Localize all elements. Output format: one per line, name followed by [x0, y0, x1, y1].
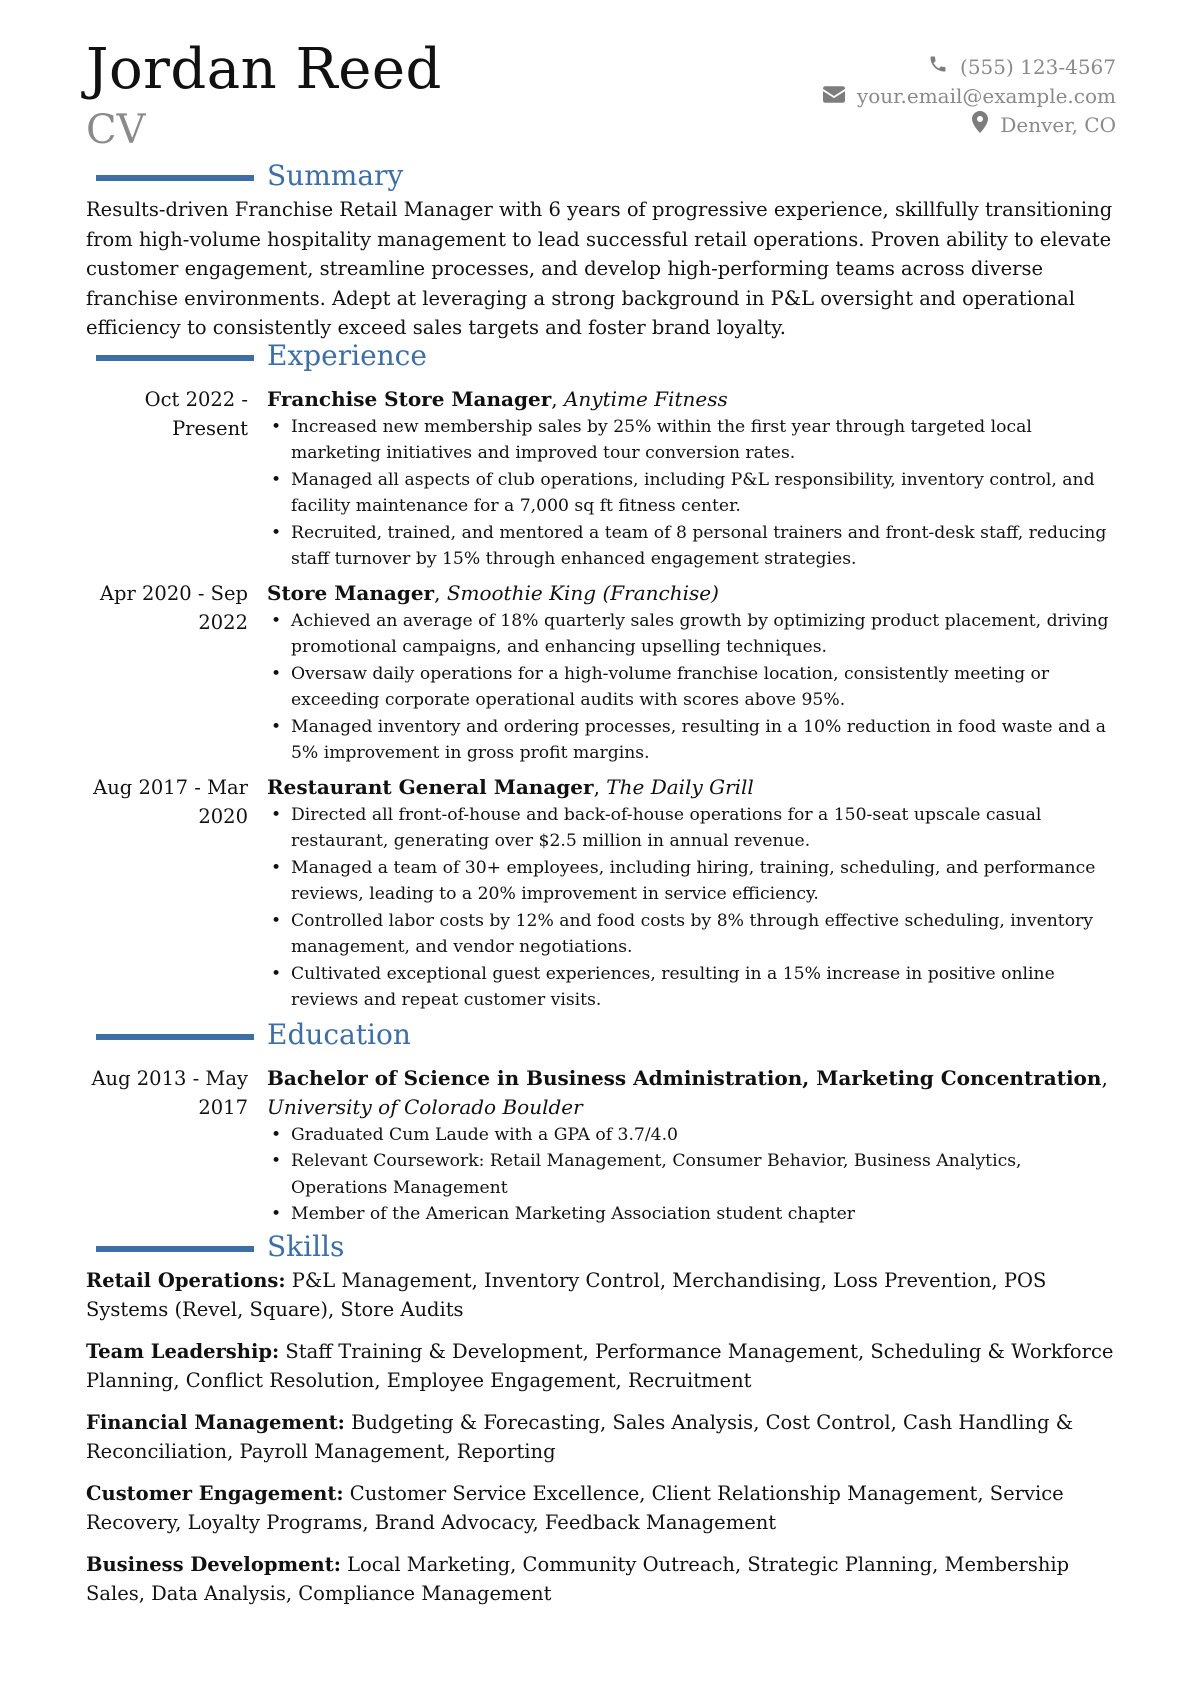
bullet-item: • Relevant Coursework: Retail Management, Consumer Behavior, Business Analytics, Operations Management: [291, 1148, 1116, 1201]
section-accent-bar: [96, 355, 254, 361]
education-entry: [86, 1064, 1116, 1228]
school: University of Colorado Boulder: [267, 1094, 583, 1119]
skill-items: P&L Management, Inventory Control, Merchandising, Loss Prevention, POS Systems (Revel, Square), Store Audits: [86, 1268, 1047, 1321]
section-accent-bar: [96, 1246, 254, 1252]
section-heading: [86, 1229, 1116, 1266]
job-title: Franchise Store Manager: [267, 386, 552, 411]
skill-items: Local Marketing, Community Outreach, Strategic Planning, Membership Sales, Data Analysis, Compliance Management: [86, 1552, 1070, 1605]
bullet-item: • Recruited, trained, and mentored a team of 8 personal trainers and front-desk staff, reducing staff turnover by 15% through enhanced engagement strategies.: [291, 520, 1116, 573]
skill-items: Staff Training & Development, Performance Management, Scheduling & Workforce Planning, Conflict Resolution, Employee Engagement, Recruitment: [86, 1339, 1114, 1392]
bullet-item: • Increased new membership sales by 25% within the first year through targeted local marketing initiatives and improved tour conversion rates.: [291, 414, 1116, 467]
cv-page: [86, 0, 1116, 1621]
section-title-summary: Summary: [267, 159, 404, 192]
bullet-item: • Directed all front-of-house and back-of-house operations for a 150-seat upscale casual restaurant, generating over $2.5 million in annual revenue.: [291, 802, 1116, 855]
cv-header: [86, 0, 1116, 165]
bullet-item: • Achieved an average of 18% quarterly sales growth by optimizing product placement, driving promotional campaigns, and enhancing upselling techniques.: [291, 608, 1116, 661]
skill-group: [86, 1550, 1116, 1609]
experience-entry: [86, 579, 1116, 767]
envelope-icon: [823, 84, 857, 108]
bullet-item: • Cultivated exceptional guest experiences, resulting in a 15% increase in positive online reviews and repeat customer visits.: [291, 961, 1116, 1014]
entry-heading: Restaurant General Manager, The Daily Grill: [267, 774, 754, 799]
skill-label: Customer Engagement:: [86, 1481, 344, 1505]
entry-heading: Store Manager, Smoothie King (Franchise): [267, 580, 719, 605]
candidate-name: Jordan Reed: [86, 37, 442, 102]
entry-body: [267, 385, 1116, 573]
skill-label: Financial Management:: [86, 1410, 345, 1434]
section-heading: [86, 159, 1116, 195]
degree: Bachelor of Science in Business Administration, Marketing Concentration: [267, 1065, 1102, 1090]
contact-phone: (555) 123-4567: [960, 54, 1116, 79]
section-title-skills: Skills: [267, 1229, 345, 1263]
entry-body: [267, 579, 1116, 767]
employer: Smoothie King (Franchise): [446, 580, 719, 605]
entry-date: Apr 2020 - Sep 2022: [99, 581, 248, 634]
section-title-experience: Experience: [267, 338, 427, 372]
bullet-item: • Controlled labor costs by 12% and food costs by 8% through effective scheduling, inventory management, and vendor negotiations.: [291, 908, 1116, 961]
education-section: [86, 1017, 1116, 1228]
skill-group: [86, 1408, 1116, 1467]
contact-email-row: [823, 81, 1116, 110]
bullet-item: • Graduated Cum Laude with a GPA of 3.7/4.0: [291, 1122, 1116, 1149]
bullet-item: • Oversaw daily operations for a high-volume franchise location, consistently meeting or exceeding corporate operational audits with scores above 95%.: [291, 661, 1116, 714]
bullet-list: [267, 1122, 1116, 1228]
summary-text: Results-driven Franchise Retail Manager with 6 years of progressive experience, skillfully transitioning from high-volume hospitality management to lead successful retail operations. Proven ability to elevate customer engagement, streamline processes, and develop high-performing teams across diverse franchise environments. Adept at leveraging a strong background in P&L oversight and operational efficiency to consistently exceed sales targets and foster brand loyalty.: [86, 198, 1113, 339]
bullet-list: [267, 802, 1116, 1014]
bullet-item: • Managed inventory and ordering processes, resulting in a 10% reduction in food waste and a 5% improvement in gross profit margins.: [291, 714, 1116, 767]
skill-items: Customer Service Excellence, Client Relationship Management, Service Recovery, Loyalty Programs, Brand Advocacy, Feedback Management: [86, 1481, 1064, 1534]
employer: The Daily Grill: [606, 774, 754, 799]
job-title: Restaurant General Manager: [267, 774, 594, 799]
experience-section: [86, 338, 1116, 1014]
bullet-item: • Managed all aspects of club operations, including P&L responsibility, inventory control, and facility maintenance for a 7,000 sq ft fitness center.: [291, 467, 1116, 520]
job-title: Store Manager: [267, 580, 435, 605]
skill-label: Retail Operations:: [86, 1268, 286, 1292]
summary-section: [86, 159, 1116, 343]
entry-date: Aug 2013 - May 2017: [91, 1066, 248, 1119]
phone-icon: [928, 54, 960, 79]
bullet-list: [267, 608, 1116, 767]
skill-group: [86, 1266, 1116, 1325]
bullet-item: • Member of the American Marketing Association student chapter: [291, 1201, 1116, 1228]
bullet-list: [267, 414, 1116, 573]
contact-info: [823, 52, 1116, 139]
skill-group: [86, 1337, 1116, 1396]
entry-heading: Bachelor of Science in Business Administration, Marketing Concentration, University of Colorado Boulder: [267, 1065, 1108, 1119]
employer: Anytime Fitness: [563, 386, 728, 411]
section-title-education: Education: [267, 1017, 411, 1051]
skill-label: Business Development:: [86, 1552, 341, 1576]
section-heading: [86, 1017, 1116, 1054]
skill-items: Budgeting & Forecasting, Sales Analysis, Cost Control, Cash Handling & Reconciliation, Payroll Management, Reporting: [86, 1410, 1074, 1463]
contact-email[interactable]: your.email@example.com: [856, 83, 1116, 108]
document-type: CV: [86, 107, 146, 153]
skills-section: [86, 1229, 1116, 1609]
entry-body: [267, 773, 1116, 1014]
experience-entry: [86, 773, 1116, 1014]
contact-location: Denver, CO: [1000, 112, 1116, 137]
entry-date: Oct 2022 - Present: [144, 387, 248, 440]
skill-label: Team Leadership:: [86, 1339, 280, 1363]
contact-phone-row: [823, 52, 1116, 81]
section-heading: [86, 338, 1116, 375]
section-accent-bar: [96, 175, 254, 181]
experience-entry: [86, 385, 1116, 573]
entry-date: Aug 2017 - Mar 2020: [93, 775, 248, 828]
section-accent-bar: [96, 1034, 254, 1040]
map-pin-icon: [972, 111, 1000, 138]
bullet-item: • Managed a team of 30+ employees, including hiring, training, scheduling, and performance reviews, leading to a 20% improvement in service efficiency.: [291, 855, 1116, 908]
contact-location-row: [823, 110, 1116, 139]
skill-group: [86, 1479, 1116, 1538]
entry-body: [267, 1064, 1116, 1228]
entry-heading: Franchise Store Manager, Anytime Fitness: [267, 386, 728, 411]
